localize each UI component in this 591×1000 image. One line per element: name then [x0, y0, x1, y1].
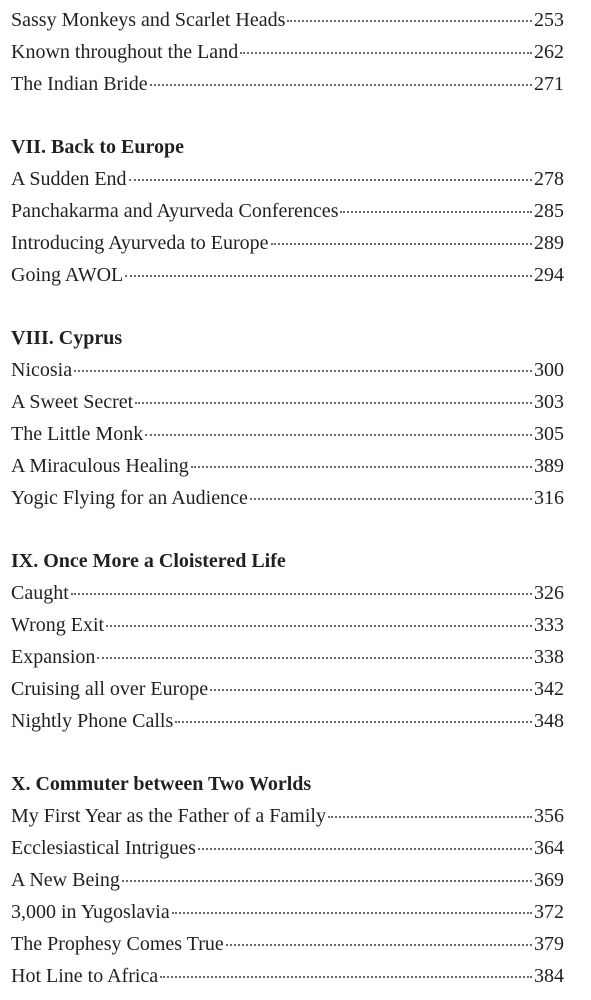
toc-entry-page: 285 [534, 200, 564, 222]
toc-entry-title: A New Being [11, 869, 120, 891]
toc-entry-title: The Prophesy Comes True [11, 933, 224, 955]
toc-entry-page: 271 [534, 73, 564, 95]
toc-entry[interactable] [11, 4, 564, 36]
toc-entry-page: 294 [534, 264, 564, 286]
toc-entry-page: 356 [534, 805, 564, 827]
toc-entry[interactable] [11, 418, 564, 450]
dot-leader [198, 848, 532, 850]
dot-leader [191, 466, 532, 468]
toc-section-ix [11, 545, 564, 737]
toc-entry[interactable] [11, 163, 564, 195]
toc-entry-page: 338 [534, 646, 564, 668]
dot-leader [328, 816, 532, 818]
dot-leader [287, 20, 532, 22]
toc-entry-page: 342 [534, 678, 564, 700]
dot-leader [125, 275, 532, 277]
toc-entry-page: 384 [534, 965, 564, 987]
toc-entry[interactable] [11, 673, 564, 705]
toc-entry-title: Yogic Flying for an Audience [11, 487, 248, 509]
toc-entry-title: Hot Line to Africa [11, 965, 159, 987]
toc-entry-page: 316 [534, 487, 564, 509]
dot-leader [160, 976, 532, 978]
toc-section-x [11, 768, 564, 992]
toc-entry-page: 326 [534, 582, 564, 604]
section-heading: X. Commuter between Two Worlds [11, 773, 312, 795]
toc-entry[interactable] [11, 450, 564, 482]
toc-entry-page: 348 [534, 710, 564, 732]
toc-entry[interactable] [11, 195, 564, 227]
toc-entry-title: A Miraculous Healing [11, 455, 189, 477]
dot-leader [172, 912, 532, 914]
toc-entry[interactable] [11, 68, 564, 100]
toc-entry[interactable] [11, 354, 564, 386]
toc-entry-page: 278 [534, 168, 564, 190]
dot-leader [135, 402, 532, 404]
toc-entry[interactable] [11, 36, 564, 68]
toc-entry-title: Expansion [11, 646, 96, 668]
toc-entry-page: 364 [534, 837, 564, 859]
dot-leader [106, 625, 532, 627]
dot-leader [71, 593, 532, 595]
toc-entry[interactable] [11, 641, 564, 673]
toc-entry-page: 389 [534, 455, 564, 477]
toc-entry[interactable] [11, 227, 564, 259]
toc-entry-page: 305 [534, 423, 564, 445]
toc-entry-page: 303 [534, 391, 564, 413]
toc-section-continued [11, 4, 564, 100]
toc-entry-title: Nightly Phone Calls [11, 710, 174, 732]
toc-entry-title: Going AWOL [11, 264, 124, 286]
toc-entry-page: 262 [534, 41, 564, 63]
toc-entry[interactable] [11, 609, 564, 641]
toc-entry[interactable] [11, 577, 564, 609]
toc-entry-title: Caught [11, 582, 69, 604]
toc-entry-page: 369 [534, 869, 564, 891]
toc-entry[interactable] [11, 960, 564, 992]
dot-leader [97, 657, 532, 659]
dot-leader [250, 498, 532, 500]
toc-entry-title: Introducing Ayurveda to Europe [11, 232, 269, 254]
toc-entry[interactable] [11, 928, 564, 960]
toc-entry-title: My First Year as the Father of a Family [11, 805, 326, 827]
toc-entry-title: 3,000 in Yugoslavia [11, 901, 170, 923]
toc-section-viii [11, 322, 564, 514]
toc-entry[interactable] [11, 800, 564, 832]
toc-entry-title: The Little Monk [11, 423, 144, 445]
dot-leader [74, 370, 532, 372]
section-heading: IX. Once More a Cloistered Life [11, 550, 286, 572]
toc-entry-page: 289 [534, 232, 564, 254]
toc-section-vii [11, 131, 564, 291]
toc-entry-title: Sassy Monkeys and Scarlet Heads [11, 9, 286, 31]
dot-leader [210, 689, 532, 691]
toc-entry[interactable] [11, 864, 564, 896]
toc-entry-title: A Sudden End [11, 168, 127, 190]
toc-entry-title: Known throughout the Land [11, 41, 239, 63]
toc-entry[interactable] [11, 259, 564, 291]
toc-entry-page: 379 [534, 933, 564, 955]
dot-leader [271, 243, 532, 245]
toc-entry[interactable] [11, 386, 564, 418]
toc-entry-page: 333 [534, 614, 564, 636]
section-heading: VII. Back to Europe [11, 136, 184, 158]
toc-entry-title: Cruising all over Europe [11, 678, 209, 700]
dot-leader [129, 179, 532, 181]
toc-entry-page: 253 [534, 9, 564, 31]
toc-entry[interactable] [11, 482, 564, 514]
dot-leader [122, 880, 532, 882]
toc-entry-title: Panchakarma and Ayurveda Conferences [11, 200, 339, 222]
toc-entry[interactable] [11, 705, 564, 737]
dot-leader [240, 52, 532, 54]
dot-leader [226, 944, 532, 946]
toc-entry-title: Wrong Exit [11, 614, 105, 636]
dot-leader [340, 211, 532, 213]
toc-entry-page: 372 [534, 901, 564, 923]
toc-entry[interactable] [11, 832, 564, 864]
toc-entry[interactable] [11, 896, 564, 928]
dot-leader [150, 84, 532, 86]
toc-entry-title: A Sweet Secret [11, 391, 134, 413]
toc-entry-page: 300 [534, 359, 564, 381]
dot-leader [175, 721, 532, 723]
toc-entry-title: The Indian Bride [11, 73, 148, 95]
toc-entry-title: Ecclesiastical Intrigues [11, 837, 196, 859]
toc-entry-title: Nicosia [11, 359, 73, 381]
dot-leader [145, 434, 532, 436]
section-heading: VIII. Cyprus [11, 327, 123, 349]
